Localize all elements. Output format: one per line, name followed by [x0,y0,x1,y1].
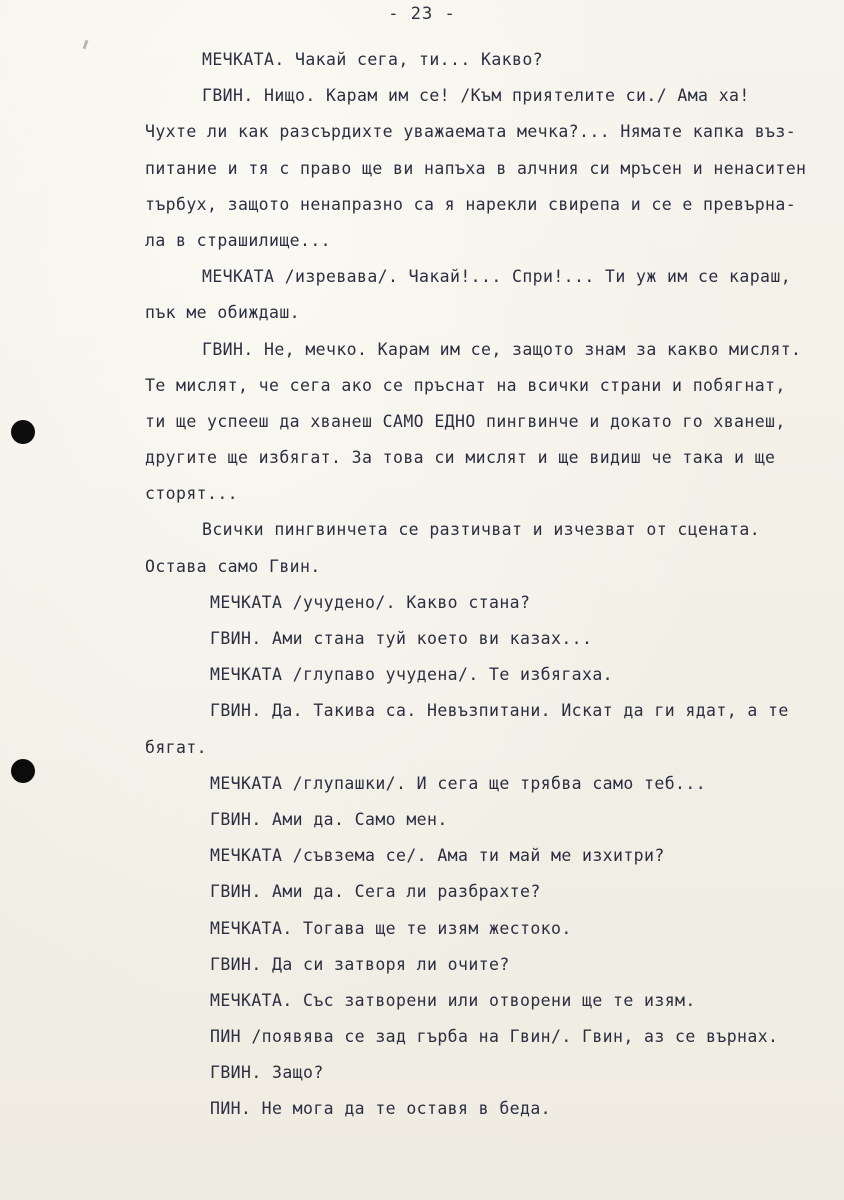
text-line: ГВИН. Да си затворя ли очите? [210,954,510,974]
text-line: ГВИН. Ами стана туй което ви казах... [210,629,593,648]
text-line: ла в страшилище... [145,230,332,250]
text-line: МЕЧКАТА /глупаво учудена/. Те избягаха. [210,665,614,685]
typed-text-block [0,42,844,1128]
text-line: МЕЧКАТА. Чакай сега, ти... Какво? [202,50,544,69]
text-line: ГВИН. Защо? [210,1063,324,1083]
page-number: - 23 - [388,4,456,24]
text-line: питание и тя с право ще ви напъха в алчния си мръсен и ненаситен [145,158,807,178]
text-line: МЕЧКАТА. Тогава ще те изям жестоко. [210,918,572,938]
text-line: МЕЧКАТА /глупашки/. И сега ще трябва само теб... [210,773,707,793]
text-line: Остава само Гвин. [145,556,321,576]
text-line: ГВИН. Не, мечко. Карам им се, защото знам за какво мислят. [202,339,802,359]
text-line: Чухте ли как разсърдихте уважаемата мечка?... Нямате капка въз- [145,122,797,142]
text-line: ти ще успееш да хванеш САМО ЕДНО пингвинче и докато го хванеш, [145,411,786,431]
text-line: ПИН /появява се зад гърба на Гвин/. Гвин, аз се върнах. [210,1027,779,1047]
text-line: Всички пингвинчета се разтичват и изчезват от сцената. [202,520,761,540]
text-line: МЕЧКАТА /учудено/. Какво стана? [210,592,531,612]
text-line: ГВИН. Ами да. Само мен. [210,809,448,829]
text-line: МЕЧКАТА /съвзема се/. Ама ти май ме изхитри? [210,846,665,866]
text-line: МЕЧКАТА /изревава/. Чакай!... Спри!... Ти уж им се караш, [202,267,792,287]
text-line: ГВИН. Ами да. Сега ли разбрахте? [210,882,541,902]
text-line: ПИН. Не мога да те оставя в беда. [210,1099,552,1119]
text-line: ГВИН. Да. Такива са. Невъзпитани. Искат да ги ядат, а те [210,701,789,721]
text-line: бягат. [145,737,208,757]
text-line: пък ме обиждаш. [145,303,301,323]
text-line: търбух, защото ненапразно са я нарекли свирепа и се е превърна- [145,194,797,214]
text-line: сторят... [145,484,239,504]
text-line: другите ще избягат. За това си мислят и ще видиш че така и ще [145,448,776,468]
text-line: Те мислят, че сега ако се пръснат на всички страни и побягнат, [145,375,786,395]
text-line: ГВИН. Нищо. Карам им се! /Към приятелите си./ Ама ха! [202,86,750,106]
text-line: МЕЧКАТА. Със затворени или отворени ще те изям. [210,990,696,1010]
